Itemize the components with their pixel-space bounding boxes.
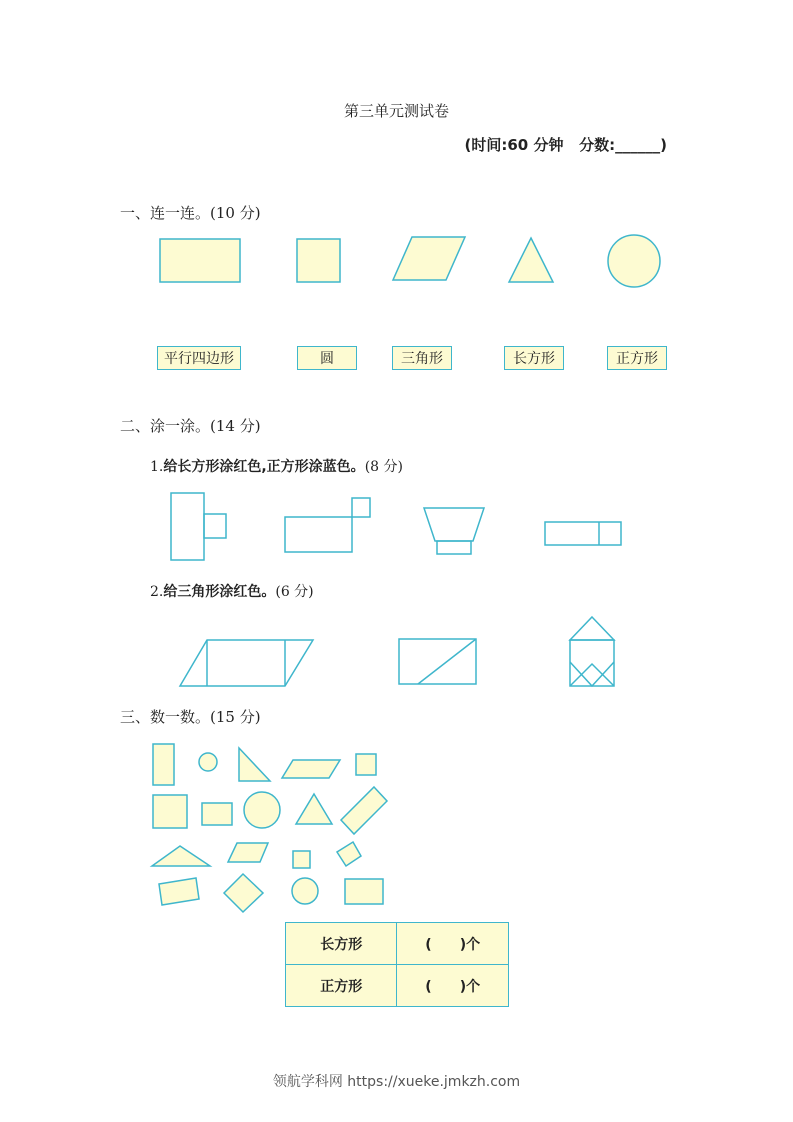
- s3-shape-3[interactable]: [239, 748, 270, 781]
- s3-shape-collection: [152, 744, 387, 912]
- q2-figure-2[interactable]: [399, 639, 476, 684]
- q1f1-tall-rectangle[interactable]: [171, 493, 204, 560]
- label-square[interactable]: 正方形: [607, 346, 667, 370]
- section1-heading: 一、连一连。(10 分): [120, 204, 261, 222]
- s1-rectangle-shape[interactable]: [160, 239, 240, 282]
- q2-points: (6 分): [275, 584, 314, 600]
- s3-shape-7[interactable]: [202, 803, 232, 825]
- page-title: 第三单元测试卷: [343, 102, 449, 120]
- q1-points: (8 分): [364, 459, 403, 475]
- s3-shape-15[interactable]: [159, 878, 199, 905]
- count-table: [285, 922, 509, 1007]
- s3-shape-1[interactable]: [153, 744, 174, 785]
- q2f1-outline[interactable]: [180, 640, 313, 686]
- q1-figure-4[interactable]: [545, 522, 621, 545]
- q1f3-trapezoid[interactable]: [424, 508, 484, 541]
- s1-circle-shape[interactable]: [608, 235, 660, 287]
- s1-triangle-shape[interactable]: [509, 238, 553, 282]
- q1f1-small-square[interactable]: [204, 514, 226, 538]
- label-triangle[interactable]: 三角形: [392, 346, 452, 370]
- s3-shape-6[interactable]: [153, 795, 187, 828]
- s1-parallelogram-shape[interactable]: [393, 237, 465, 280]
- q1-number: 1.: [150, 459, 164, 475]
- q2-text: 给三角形涂红色。: [163, 584, 276, 600]
- s3-shape-14[interactable]: [337, 842, 361, 866]
- s3-shape-18[interactable]: [345, 879, 383, 904]
- row-label-rectangle: 长方形: [286, 923, 397, 965]
- table-row: [286, 923, 509, 965]
- footer-watermark: 领航学科网 https://xueke.jmkzh.com: [272, 1074, 521, 1090]
- q2-number: 2.: [150, 584, 164, 600]
- s3-shape-12[interactable]: [228, 843, 268, 862]
- q2f2-diagonal: [418, 639, 476, 684]
- s3-shape-2[interactable]: [199, 753, 217, 771]
- q2-figure-3[interactable]: [570, 617, 614, 686]
- s3-shape-13[interactable]: [293, 851, 310, 868]
- q1f2-rectangle[interactable]: [285, 517, 352, 552]
- q1-figure-3[interactable]: [424, 508, 484, 554]
- q1-figure-2[interactable]: [285, 498, 370, 552]
- row-label-square: 正方形: [286, 965, 397, 1007]
- s3-shape-16[interactable]: [224, 874, 263, 912]
- q2f3-inner-triangle: [570, 664, 614, 686]
- q2f3-inner-v: [570, 662, 614, 686]
- answer-cell-square[interactable]: ( )个: [397, 965, 509, 1007]
- s3-shape-8[interactable]: [244, 792, 280, 828]
- s3-shape-9[interactable]: [296, 794, 332, 824]
- s3-shape-4[interactable]: [282, 760, 340, 778]
- label-circle[interactable]: 圆: [297, 346, 357, 370]
- section2-heading: 二、涂一涂。(14 分): [120, 417, 261, 435]
- s3-shape-17[interactable]: [292, 878, 318, 904]
- q1f3-small-rectangle[interactable]: [437, 541, 471, 554]
- answer-cell-rectangle[interactable]: ( )个: [397, 923, 509, 965]
- s3-shape-11[interactable]: [152, 846, 210, 866]
- q1f4-rectangle[interactable]: [545, 522, 621, 545]
- time-limit: (时间:60 分钟: [464, 136, 564, 154]
- s3-shape-10[interactable]: [341, 787, 387, 834]
- score-field: 分数:______): [579, 136, 667, 154]
- q2-figure-1[interactable]: [180, 640, 313, 686]
- q1-figure-1[interactable]: [171, 493, 226, 560]
- q2f2-rectangle[interactable]: [399, 639, 476, 684]
- q1f2-small-square[interactable]: [352, 498, 370, 517]
- label-parallelogram[interactable]: 平行四边形: [157, 346, 241, 370]
- section3-heading: 三、数一数。(15 分): [120, 708, 261, 726]
- s1-square-shape[interactable]: [297, 239, 340, 282]
- q1-text: 给长方形涂红色,正方形涂蓝色。: [163, 459, 365, 475]
- s3-shape-5[interactable]: [356, 754, 376, 775]
- q2f3-roof-triangle[interactable]: [570, 617, 614, 640]
- label-rectangle[interactable]: 长方形: [504, 346, 564, 370]
- table-row: [286, 965, 509, 1007]
